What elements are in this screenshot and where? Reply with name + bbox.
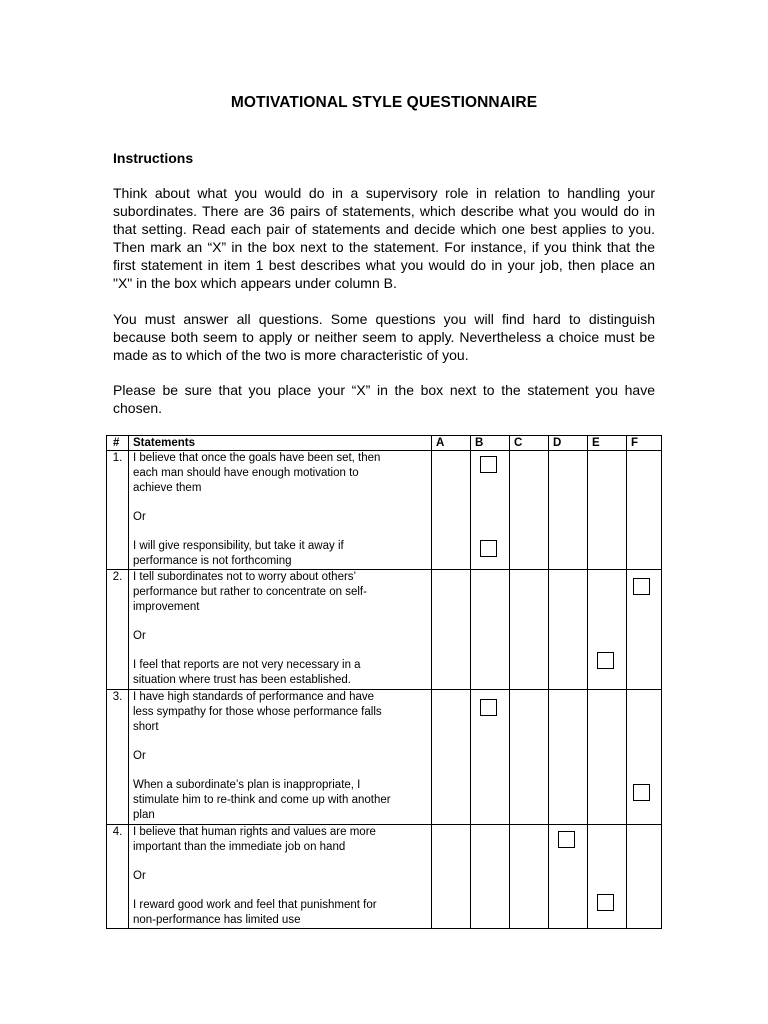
statement-line: situation where trust has been established. [133, 674, 351, 686]
cell-d [549, 825, 588, 929]
cell-c [510, 690, 549, 825]
cell-c [510, 451, 549, 570]
instructions-paragraph-1: Think about what you would do in a supervisory role in relation to handling your subordinates. There are 36 pairs of statements, which describe what you would do in that setting. Read each pair of statements and decide which one best applies to you. Then mark an “X” in the box next to the statement. For instance, if you think that the first statement in item 1 best describes what you would do in your job, then place an "X" in the box which appears under column B. [113, 185, 655, 291]
or-label: Or [133, 870, 146, 882]
cell-a [432, 690, 471, 825]
statement-pair [129, 570, 432, 690]
answer-checkbox[interactable] [480, 540, 497, 557]
cell-d [549, 570, 588, 690]
item-number: 3. [107, 690, 129, 825]
statement-line: each man should have enough motivation to [133, 467, 359, 479]
statement-line: I believe that once the goals have been set, then [133, 452, 381, 464]
header-col-f: F [627, 436, 662, 451]
statement-line: performance is not forthcoming [133, 555, 292, 567]
header-col-a: A [432, 436, 471, 451]
statement-line: non-performance has limited use [133, 914, 301, 926]
cell-a [432, 451, 471, 570]
cell-f [627, 825, 662, 929]
page-title: MOTIVATIONAL STYLE QUESTIONNAIRE [230, 94, 538, 111]
cell-b [471, 451, 510, 570]
cell-f [627, 570, 662, 690]
cell-e [588, 690, 627, 825]
instructions-paragraph-2: You must answer all questions. Some questions you will find hard to distinguish because both seem to apply or neither seem to apply. Nevertheless a choice must be made as to which of the two is more characteristic of you. [113, 311, 655, 363]
statement-line: improvement [133, 601, 200, 613]
statement-line: performance but rather to concentrate on self- [133, 586, 367, 598]
statement-line: When a subordinate’s plan is inappropriate, I [133, 779, 361, 791]
header-number: # [107, 436, 129, 451]
cell-b [471, 825, 510, 929]
cell-b [471, 690, 510, 825]
statement-line: I have high standards of performance and have [133, 691, 375, 703]
cell-a [432, 570, 471, 690]
cell-e [588, 451, 627, 570]
or-label: Or [133, 630, 146, 642]
header-col-b: B [471, 436, 510, 451]
item-number: 4. [107, 825, 129, 929]
cell-a [432, 825, 471, 929]
answer-checkbox[interactable] [597, 652, 614, 669]
statement-line: I feel that reports are not very necessary in a [133, 659, 361, 671]
answer-checkbox[interactable] [558, 831, 575, 848]
cell-f [627, 451, 662, 570]
statement-line: stimulate him to re-think and come up with another [133, 794, 391, 806]
statement-pair [129, 451, 432, 570]
header-col-d: D [549, 436, 588, 451]
answer-checkbox[interactable] [633, 784, 650, 801]
answer-checkbox[interactable] [480, 456, 497, 473]
table-row [107, 451, 662, 570]
questionnaire-table [106, 435, 662, 929]
statement-pair [129, 690, 432, 825]
header-statements: Statements [129, 436, 432, 451]
statement-line: short [133, 721, 159, 733]
table-row [107, 570, 662, 690]
statement-line: I reward good work and feel that punishment for [133, 899, 377, 911]
cell-c [510, 825, 549, 929]
cell-d [549, 451, 588, 570]
or-label: Or [133, 511, 146, 523]
statement-line: I believe that human rights and values are more [133, 826, 376, 838]
instructions-heading: Instructions [113, 150, 194, 166]
cell-d [549, 690, 588, 825]
or-label: Or [133, 750, 146, 762]
cell-e [588, 825, 627, 929]
statement-line: less sympathy for those whose performance falls [133, 706, 382, 718]
cell-f [627, 690, 662, 825]
header-col-e: E [588, 436, 627, 451]
answer-checkbox[interactable] [480, 699, 497, 716]
cell-b [471, 570, 510, 690]
answer-checkbox[interactable] [633, 578, 650, 595]
answer-checkbox[interactable] [597, 894, 614, 911]
statement-line: I will give responsibility, but take it away if [133, 540, 344, 552]
statement-line: plan [133, 809, 155, 821]
cell-e [588, 570, 627, 690]
item-number: 1. [107, 451, 129, 570]
table-header-row [107, 436, 662, 451]
header-col-c: C [510, 436, 549, 451]
statement-line: I tell subordinates not to worry about others’ [133, 571, 357, 583]
cell-c [510, 570, 549, 690]
statement-line: important than the immediate job on hand [133, 841, 346, 853]
table-row [107, 825, 662, 929]
table-row [107, 690, 662, 825]
instructions-paragraph-3: Please be sure that you place your “X” in the box next to the statement you have chosen. [113, 382, 655, 416]
item-number: 2. [107, 570, 129, 690]
statement-line: achieve them [133, 482, 202, 494]
statement-pair [129, 825, 432, 929]
